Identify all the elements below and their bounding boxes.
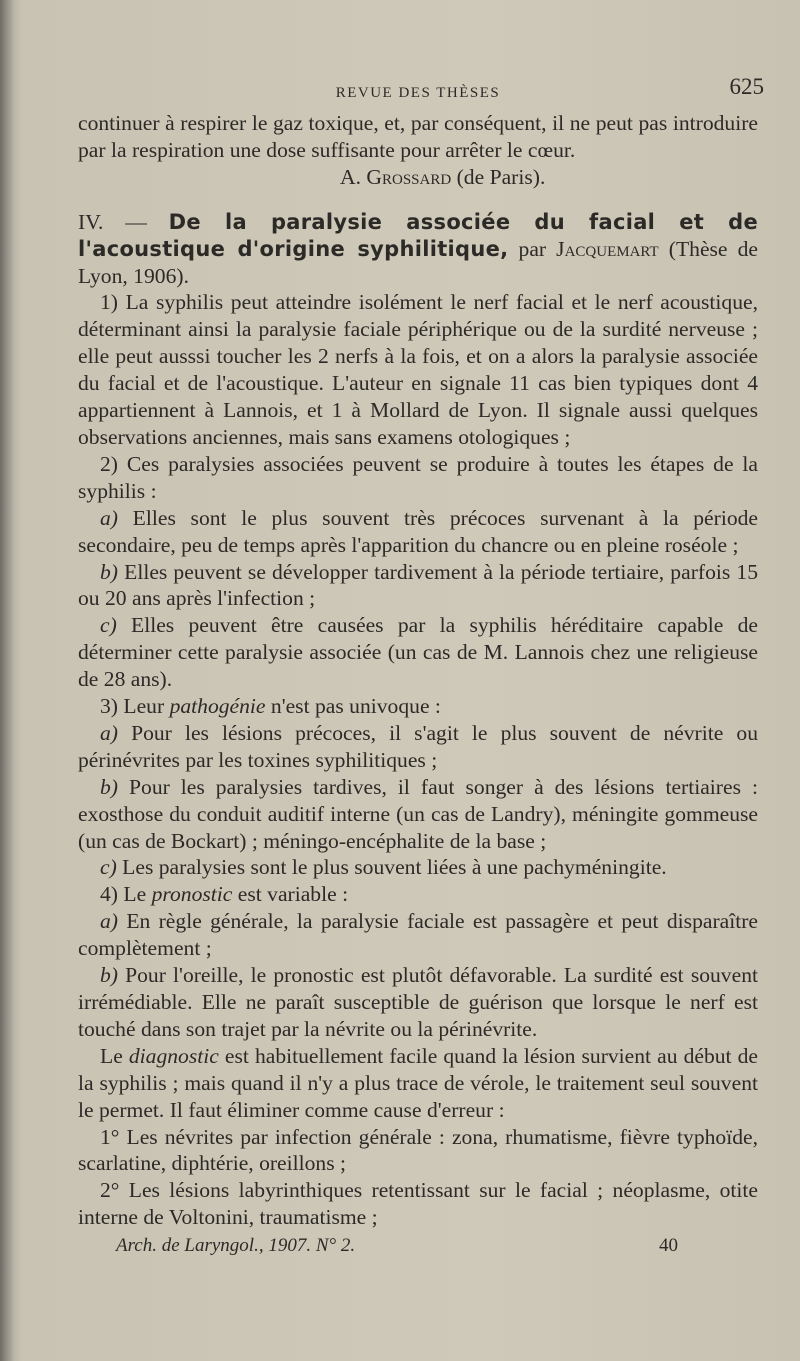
section-thesis: (Thèse de Lyon, 1906). [78,236,758,288]
emphasis-term: pronostic [151,882,233,907]
intro-text: continuer à respirer le gaz toxique, et, par conséquent, il ne peut pas introduire par la respiration une dose suffisante pour arrêter le cœur. [78,111,758,162]
page-footer [78,1233,758,1260]
item-text: Pour les paralysies tardives, il faut songer à des lésions tertiaires : exosthose du conduit auditif interne (un cas de Landry), méningite gommeuse (un cas de Bockart) ; méningo-encéphalite de la base ; [78,774,758,853]
paragraph-3a [78,720,758,774]
item-text: n'est pas univoque : [265,694,441,719]
paragraph-1: 1) La syphilis peut atteindre isolément le nerf facial et le nerf acoustique, déterminant ainsi la paralysie faciale périphérique ou de la surdité nerveuse ; elle peut ausssi toucher les 2 nerfs à la fois, et on a alors la paralysie associée du facial et de l'acoustique. L'auteur en signale 11 cas bien typiques dont 4 appartiennent à Lannois, et 1 à Mollard de Lyon. Il signale aussi quelques observations anciennes, mais sans examens otologiques ; [78,290,758,449]
paragraph-diagnostic [78,1043,758,1124]
paragraph-2b [78,559,758,613]
emphasis-term: diagnostic [128,1043,219,1068]
paragraph-2a [78,505,758,559]
section-heading [78,209,758,290]
paragraph-cause-1: 1° Les névrites par infection générale : zona, rhumatisme, fièvre typhoïde, scarlatine, diphtérie, oreillons ; [78,1124,758,1176]
section-author: Jacquemart [556,236,659,261]
item-lead: c) [100,613,117,638]
intro-signature [78,164,758,191]
signature-initial: A. [340,164,361,189]
section-by: par [518,236,547,261]
section-title: De la paralysie associée du facial et de l'acoustique d'origine syphilitique, [78,209,758,261]
paragraph-4a [78,908,758,962]
running-title: REVUE DES THÈSES [335,85,501,101]
item-text: Pour les lésions précoces, il s'agit le plus souvent de névrite ou périnévrites par les toxines syphilitiques ; [78,720,758,772]
paragraph-4b [78,962,758,1043]
section-number: IV. — [78,209,147,234]
item-lead: a) [100,720,118,745]
paragraph-cause-2: 2° Les lésions labyrinthiques retentissant sur le facial ; néoplasme, otite interne de Voltonini, traumatisme ; [78,1178,758,1230]
journal-page [78,70,764,1260]
paragraph-4 [78,881,758,908]
item-text: Elles peuvent être causées par la syphilis héréditaire capable de déterminer cette paralysie associée (un cas de M. Lannois chez une religieuse de 28 ans). [78,613,758,692]
running-head [78,70,764,110]
paragraph-3 [78,693,758,720]
item-lead: b) [100,559,118,584]
item-text: Les paralysies sont le plus souvent liées à une pachyméningite. [116,855,667,880]
item-lead: Le [100,1043,123,1068]
paragraph-2: 2) Ces paralysies associées peuvent se produire à toutes les étapes de la syphilis : [78,451,758,503]
book-spine-shadow [0,0,14,1361]
item-lead: a) [100,909,118,934]
emphasis-term: pathogénie [169,694,266,719]
paragraph-2c [78,612,758,693]
item-text: est habituellement facile quand la lésion survient au début de la syphilis ; mais quand il n'y a plus trace de vérole, le traitement seul souvent le permet. Il faut éliminer comme cause d'erreur : [78,1043,758,1122]
item-lead: b) [100,774,118,799]
item-lead: a) [100,505,118,530]
item-text: est variable : [232,882,349,907]
paragraph-3b [78,774,758,855]
signature-name: Grossard [366,164,452,189]
journal-citation: Arch. de Laryngol., 1907. N° 2. [116,1235,356,1257]
item-text: Pour l'oreille, le pronostic est plutôt défavorable. La surdité est souvent irrémédiable. Elle ne paraît susceptible de guérison que lorsque le nerf est touché dans son trajet par la névrite ou la périnévrite. [78,963,758,1041]
signature-mark: 40 [659,1235,678,1257]
item-lead: b) [100,963,118,988]
item-lead: 4) Le [100,882,147,907]
item-lead: c) [100,855,117,880]
item-text: Elles sont le plus souvent très précoces survenant à la période secondaire, peu de temps après l'apparition du chancre ou en pleine roséole ; [78,505,758,557]
signature-place: (de Paris). [456,164,546,189]
page-number: 625 [729,74,764,99]
item-text: Elles peuvent se développer tardivement à la période tertiaire, parfois 15 ou 20 ans après l'infection ; [78,559,758,611]
item-lead: 3) Leur [100,694,165,719]
paragraph-3c [78,854,758,881]
item-text: En règle générale, la paralysie faciale est passagère et peut disparaître complètement ; [78,909,758,961]
